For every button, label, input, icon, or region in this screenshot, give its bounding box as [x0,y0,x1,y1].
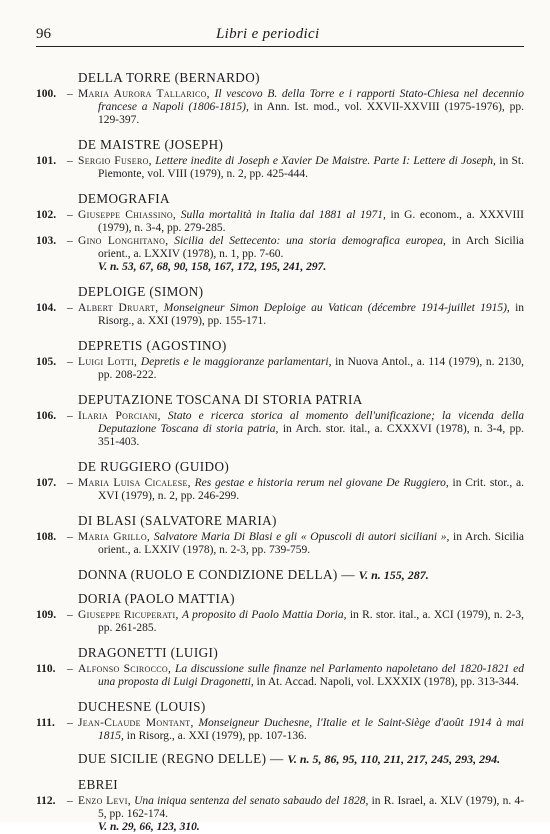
entry-text [78,235,524,261]
page-header [36,22,524,47]
entry-source: in Risorg., a. XXI (1979), pp. 155-171. [98,302,525,327]
entry-title: Monseigneur Duchesne, l'Italie et le Saint-Siège d'août 1914 à mai 1815, [98,717,525,742]
entry-text [78,410,524,449]
entry-text [78,663,524,689]
entry-dash: – [67,155,73,167]
section [36,392,524,449]
section-heading [36,338,524,353]
heading-text: DELLA TORRE (BERNARDO) [78,70,260,85]
entry-source: in Ann. Ist. mod., vol. XXVII-XXVIII (1975-1976), pp. 129-397. [98,101,524,126]
heading-text: DONNA (RUOLO E CONDIZIONE DELLA) — [78,567,355,582]
entry-dash: – [67,609,73,621]
entry-source: in R. stor. ital., a. XCI (1979), n. 2-3, pp. 261-285. [98,609,525,634]
entry-author: Gino Longhitano, [78,235,169,247]
entry-title: Depretis e le maggioranze parlamentari, [140,356,332,368]
entry-text [78,356,524,382]
section-heading [36,137,524,152]
entry-dash: – [67,88,73,100]
entry-number: 108. [36,531,57,543]
entry-text [78,477,524,503]
entry-title: Salvatore Maria Di Blasi e gli « Opuscoli di autori siciliani », [153,531,450,543]
entry-title: Sulla mortalità in Italia dal 1881 al 1971, [180,209,386,221]
entry-text [78,795,524,821]
bibliography-entry [36,795,524,821]
bibliography-entry [36,235,524,261]
entry-source: in Risorg., a. XXI (1979), pp. 107-136. [126,730,307,742]
entry-title: Monseigneur Simon Deploige au Vatican (décembre 1914-juillet 1915), [163,302,510,314]
bibliography-entry [36,302,524,328]
section-heading [36,70,524,85]
entry-number: 106. [36,410,57,422]
entry-dash: – [67,356,73,368]
page-number: 96 [36,26,51,42]
entry-source: in Arch Sicilia orient., a. LXXIV (1978), n. 1, pp. 7-60. [98,235,525,260]
heading-text: DUCHESNE (LOUIS) [78,699,206,714]
section [36,645,524,689]
entry-text [78,88,524,127]
entry-number: 104. [36,302,57,314]
section-heading [36,191,524,206]
section-heading [36,513,524,528]
see-also-reference: V. n. 53, 67, 68, 90, 158, 167, 172, 195, 241, 297. [98,261,327,273]
section [36,699,524,743]
section [36,751,524,767]
entry-source: in R. Israel, a. XLV (1979), n. 4-5, pp. 162-174. [98,795,525,820]
heading-text: DORIA (PAOLO MATTIA) [78,591,235,606]
entry-dash: – [67,531,73,543]
entry-author: Giuseppe Chiassino, [78,209,177,221]
entry-title: A proposito di Paolo Mattia Doria, [181,609,347,621]
entry-title: La discussione sulle finanze nel Parlamento napoletano del 1820-1821 ed una proposta di Luigi Dragonetti, [98,663,525,688]
heading-text: DE RUGGIERO (GUIDO) [78,459,230,474]
entry-dash: – [67,717,73,729]
entry-source: in G. econom., a. XXXVIII (1979), n. 3-4, pp. 279-285. [98,209,524,234]
bibliography-entry [36,356,524,382]
entry-number: 109. [36,609,57,621]
entry-text [78,717,524,743]
section [36,777,524,834]
bibliography-entry [36,477,524,503]
section-heading [36,777,524,792]
section-heading [36,567,524,583]
cross-reference: V. n. 155, 287. [358,568,429,582]
entry-title: Res gestae e historia rerum nel giovane De Ruggiero, [194,477,449,489]
entry-dash: – [67,302,73,314]
section-heading [36,751,524,767]
entry-source: in Nuova Antol., a. 114 (1979), n. 2130, pp. 208-222. [98,356,525,381]
heading-text: EBREI [78,777,119,792]
section [36,70,524,127]
section [36,338,524,382]
entry-source: in Arch. Sicilia orient., a. LXXIV (1978), n. 2-3, pp. 739-759. [98,531,525,556]
entry-dash: – [67,795,73,807]
entry-text [78,609,524,635]
heading-text: DE MAISTRE (JOSEPH) [78,137,224,152]
entry-author: Giuseppe Ricuperati, [78,609,179,621]
heading-text: DEPRETIS (AGOSTINO) [78,338,227,353]
bibliography-entry [36,88,524,127]
entry-dash: – [67,235,73,247]
entry-dash: – [67,410,73,422]
entry-number: 101. [36,155,57,167]
entry-text [78,531,524,557]
section-heading [36,392,524,407]
heading-text: DRAGONETTI (LUIGI) [78,645,219,660]
section [36,284,524,328]
bibliography-entry [36,531,524,557]
section [36,567,524,583]
entry-author: Enzo Levi, [78,795,131,807]
entry-text [78,155,524,181]
running-head: Libri e periodici [216,26,320,42]
heading-text: DEMOGRAFIA [78,191,170,206]
entry-author: Alfonso Scirocco, [78,663,172,675]
entry-author: Maria Luisa Cicalese, [78,477,191,489]
entry-author: Ilaria Porciani, [78,410,161,422]
entry-dash: – [67,663,73,675]
section [36,191,524,274]
section-heading [36,645,524,660]
section-heading [36,591,524,606]
entry-number: 111. [36,717,55,729]
entry-number: 100. [36,88,57,100]
cross-reference: V. n. 5, 86, 95, 110, 211, 217, 245, 293, 294. [287,752,501,766]
bibliography-entry [36,155,524,181]
section-heading [36,699,524,714]
entry-text [78,302,524,328]
entry-title: Il vescovo B. della Torre e i rapporti Stato-Chiesa nel decennio francese a Napoli (1806-1815), [98,88,524,113]
entry-author: Jean-Claude Montant, [78,717,194,729]
entry-author: Luigi Lotti, [78,356,138,368]
entry-number: 105. [36,356,57,368]
entry-author: Maria Aurora Tallarico, [78,88,210,100]
entry-source: in Crit. stor., a. XVI (1979), n. 2, pp. 246-299. [98,477,524,502]
bibliography-entry [36,609,524,635]
entry-source: in At. Accad. Napoli, vol. LXXXIX (1978), pp. 313-344. [256,676,519,688]
bibliography-list [36,60,524,834]
bibliography-entry [36,717,524,743]
heading-text: DEPUTAZIONE TOSCANA DI STORIA PATRIA [78,392,363,407]
entry-source: in Arch. stor. ital., a. CXXXVI (1978), n. 3-4, pp. 351-403. [98,423,525,448]
entry-dash: – [67,209,73,221]
entry-title: Stato e ricerca storica al momento dell'unificazione; la vicenda della Deputazione Toscana di storia patria, [98,410,524,435]
heading-text: DI BLASI (SALVATORE MARIA) [78,513,277,528]
entry-title: Lettere inedite di Joseph e Xavier De Maistre. Parte I: Lettere di Joseph, [155,155,496,167]
section [36,513,524,557]
entry-number: 107. [36,477,57,489]
see-also-reference: V. n. 29, 66, 123, 310. [98,821,200,833]
entry-dash: – [67,477,73,489]
heading-text: DEPLOIGE (SIMON) [78,284,204,299]
entry-number: 103. [36,235,57,247]
entry-number: 102. [36,209,57,221]
section [36,591,524,635]
bibliography-entry [36,209,524,235]
entry-author: Maria Grillo, [78,531,151,543]
section [36,137,524,181]
entry-number: 112. [36,795,56,807]
section [36,459,524,503]
bibliography-entry [36,663,524,689]
section-heading [36,284,524,299]
entry-title: Sicilia del Settecento: una storia demografica europea, [174,235,446,247]
bibliography-entry [36,410,524,449]
entry-author: Albert Druart, [78,302,159,314]
entry-text [78,209,524,235]
entry-title: Una iniqua sentenza del senato sabaudo del 1828, [134,795,369,807]
section-heading [36,459,524,474]
entry-source: in St. Piemonte, vol. VIII (1979), n. 2, pp. 425-444. [98,155,525,180]
heading-text: DUE SICILIE (REGNO DELLE) — [78,751,284,766]
entry-number: 110. [36,663,56,675]
entry-author: Sergio Fusero, [78,155,152,167]
